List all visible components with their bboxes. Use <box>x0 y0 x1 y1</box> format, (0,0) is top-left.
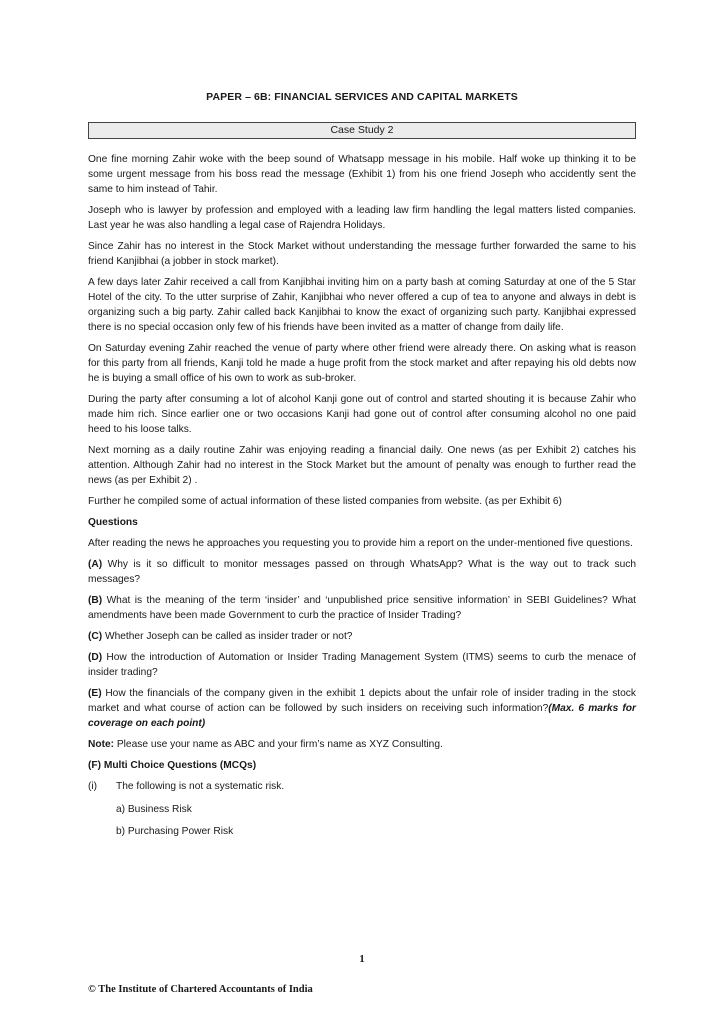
paragraph-1: One fine morning Zahir woke with the beep sound of Whatsapp message in his mobile. Half woke up thinking it to be some urgent message from his boss read the message (Exhibit 1) from his one friend Joseph who accidently sent the same to him instead of Tahir. <box>88 154 636 195</box>
question-e <box>88 686 636 731</box>
mcq-option-a: a) Business Risk <box>116 804 192 815</box>
question-text: What is the meaning of the term ‘insider’ and ‘unpublished price sensitive information’ in SEBI Guidelines? What amendments have been made Government to curb the practice of Insider Trading? <box>88 595 636 621</box>
paragraph-5: On Saturday evening Zahir reached the venue of party where other friend were already there. On asking what is reason for this party from all friends, Kanji told he made a huge profit from the stock market and after repaying his old debts now he is buying a small office of his own to work as sub-broker. <box>88 343 636 384</box>
mcq-number: (i) <box>88 781 98 792</box>
question-a <box>88 557 636 587</box>
page-number: 1 <box>359 953 365 965</box>
paragraph-4: A few days later Zahir received a call from Kanjibhai inviting him on a party bash at coming Saturday at one of the 5 Star Hotel of the city. To the utter surprise of Zahir, Kanjibhai who never offered a cup of tea to anyone and always in debt is organizing such a big party. Zahir called back Kanjibhai to know the exact of organizing such party. Kanjibhai expressed there is no special occasion only few of his friends have been invited as a matter of change from daily life. <box>88 277 636 333</box>
question-text: How the introduction of Automation or Insider Trading Management System (ITMS) seems to curb the menace of insider trading? <box>88 652 636 678</box>
paragraph-8: Further he compiled some of actual information of these listed companies from website. (as per Exhibit 6) <box>88 496 562 507</box>
mcq-item <box>88 779 636 794</box>
mcq-question: The following is not a systematic risk. <box>116 781 285 792</box>
question-label: (B) <box>88 595 103 606</box>
note-label: Note: <box>88 739 115 750</box>
question-label: (C) <box>88 631 103 642</box>
question-label: (E) <box>88 688 102 699</box>
question-d <box>88 650 636 680</box>
note-text: Please use your name as ABC and your firm’s name as XYZ Consulting. <box>114 739 443 750</box>
questions-intro: After reading the news he approaches you requesting you to provide him a report on the under-mentioned five questions. <box>88 538 633 549</box>
marks-note: (Max. 6 marks for coverage on each point) <box>88 703 636 729</box>
case-study-heading: Case Study 2 <box>88 122 636 139</box>
note <box>88 737 636 752</box>
question-b <box>88 593 636 623</box>
question-label: (D) <box>88 652 103 663</box>
mcq-option-b: b) Purchasing Power Risk <box>116 826 234 837</box>
paragraph-2: Joseph who is lawyer by profession and employed with a leading law firm handling the legal matters listed companies. Last year he was also handling a legal case of Rajendra Holidays. <box>88 205 636 231</box>
paper-title: PAPER – 6B: FINANCIAL SERVICES AND CAPITAL MARKETS <box>206 91 518 103</box>
mcq-heading: (F) Multi Choice Questions (MCQs) <box>88 760 257 771</box>
question-label: (A) <box>88 559 103 570</box>
paragraph-7: Next morning as a daily routine Zahir was enjoying reading a financial daily. One news (as per Exhibit 2) catches his attention. Although Zahir had no interest in the Stock Market but the amount of penalty was enough to further read the news (as per Exhibit 2) . <box>88 445 636 486</box>
question-c <box>88 629 636 644</box>
question-text: How the financials of the company given in the exhibit 1 depicts about the unfair role of insider trading in the stock market and what course of action can be followed by such insiders on receiving such information? <box>88 688 636 714</box>
paragraph-3: Since Zahir has no interest in the Stock Market without understanding the message further forwarded the same to his friend Kanjibhai (a jobber in stock market). <box>88 241 636 267</box>
document-body <box>88 152 636 846</box>
paragraph-6: During the party after consuming a lot of alcohol Kanji gone out of control and started shouting it is because Zahir who made him rich. Since earlier one or two occasions Kanji had gone out of control after consuming alcohol no one paid heed to his loose talks. <box>88 394 636 435</box>
question-text: Whether Joseph can be called as insider trader or not? <box>102 631 353 642</box>
question-text: Why is it so difficult to monitor messages passed on through WhatsApp? What is the way out to track such messages? <box>88 559 636 585</box>
questions-heading: Questions <box>88 517 138 528</box>
footer-copyright: © The Institute of Chartered Accountants of India <box>88 984 313 995</box>
